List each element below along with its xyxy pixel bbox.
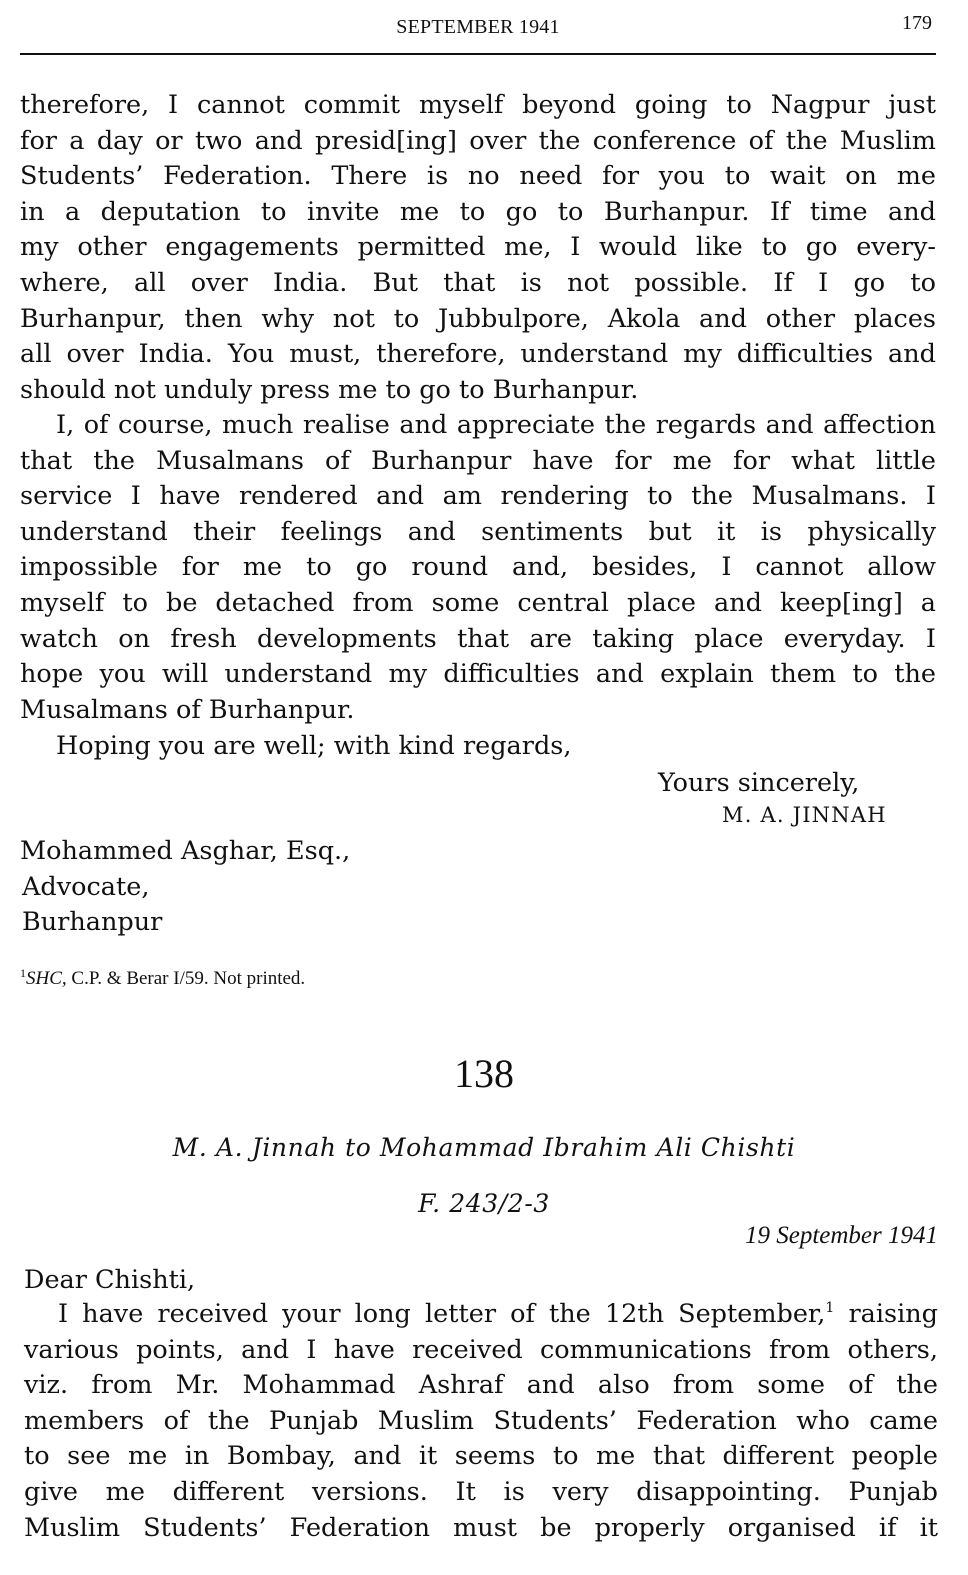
footnote-text: C.P. & Berar I/59. Not printed. <box>66 968 306 989</box>
text-line: to see me in Bombay, and it seems to me that different people <box>24 1441 938 1472</box>
text-line: I, of course, much realise and appreciate the regards and affection <box>56 410 936 440</box>
document-reference: F. 243/2-3 <box>418 1189 550 1218</box>
footnote <box>20 966 305 990</box>
text-line: Musalmans of Burhanpur. <box>20 694 355 725</box>
text-line: service I have rendered and am rendering to the Musalmans. I <box>20 481 936 512</box>
footnote-marker: 1 <box>20 966 26 980</box>
text-line: therefore, I cannot commit myself beyond going to Nagpur just <box>20 90 936 120</box>
body-text: raising <box>834 1299 938 1329</box>
text-line <box>24 1297 938 1333</box>
letter1-paragraph-2 <box>20 408 936 728</box>
header-rule <box>20 53 936 55</box>
addressee-name: Mohammed Asghar, Esq., <box>20 836 351 866</box>
text-line: understand their feelings and sentiments but it is physically <box>20 516 936 547</box>
text-line: give me different versions. It is very disappointing. Punjab <box>24 1476 938 1507</box>
document-number: 138 <box>454 1051 514 1096</box>
text-line: watch on fresh developments that are taking place everyday. I <box>20 623 936 654</box>
letter-date: 19 September 1941 <box>744 1222 938 1249</box>
closing-line: Hoping you are well; with kind regards, <box>56 731 572 761</box>
salutation: Dear Chishti, <box>24 1265 196 1295</box>
text-line: Students’ Federation. There is no need for you to wait on me <box>20 161 936 192</box>
valediction: Yours sincerely, <box>658 768 860 798</box>
text-line: should not unduly press me to go to Burhanpur. <box>20 374 639 405</box>
text-line: that the Musalmans of Burhanpur have for me for what little <box>20 445 936 476</box>
text-line: for a day or two and presid[ing] over the conference of the Muslim <box>20 125 936 156</box>
letter1-paragraph-1 <box>20 88 936 408</box>
text-line: Muslim Students’ Federation must be properly organised if it <box>24 1512 938 1543</box>
addressee-title: Advocate, <box>22 871 150 902</box>
text-line: various points, and I have received communications from others, <box>24 1334 938 1365</box>
text-line: members of the Punjab Muslim Students’ Federation who came <box>24 1405 938 1436</box>
text-line: where, all over India. But that is not possible. If I go to <box>20 267 936 298</box>
document-title: M. A. Jinnah to Mohammad Ibrahim Ali Chishti <box>172 1133 796 1162</box>
addressee-place: Burhanpur <box>22 907 163 938</box>
text-line: all over India. You must, therefore, understand my difficulties and <box>20 339 936 370</box>
body-text: I have received your long letter of the 12th September, <box>58 1299 826 1329</box>
page-number: 179 <box>902 12 932 34</box>
text-line: Burhanpur, then why not to Jubbulpore, Akola and other places <box>20 303 936 334</box>
text-line: in a deputation to invite me to go to Burhanpur. If time and <box>20 196 936 227</box>
text-line: impossible for me to go round and, besides, I cannot allow <box>20 552 936 583</box>
footnote-ref-marker: 1 <box>825 1300 835 1316</box>
signature: M. A. JINNAH <box>722 803 887 827</box>
running-title: SEPTEMBER 1941 <box>396 16 560 38</box>
text-line: hope you will understand my difficulties and explain them to the <box>20 659 936 690</box>
text-line: viz. from Mr. Mohammad Ashraf and also from some of the <box>24 1370 938 1401</box>
text-line: my other engagements permitted me, I would like to go every- <box>20 232 936 263</box>
footnote-source: SHC, <box>26 968 67 989</box>
running-header <box>20 12 936 42</box>
text-line: myself to be detached from some central place and keep[ing] a <box>20 587 936 618</box>
letter2-body <box>24 1297 938 1546</box>
addressee-block <box>20 834 350 941</box>
